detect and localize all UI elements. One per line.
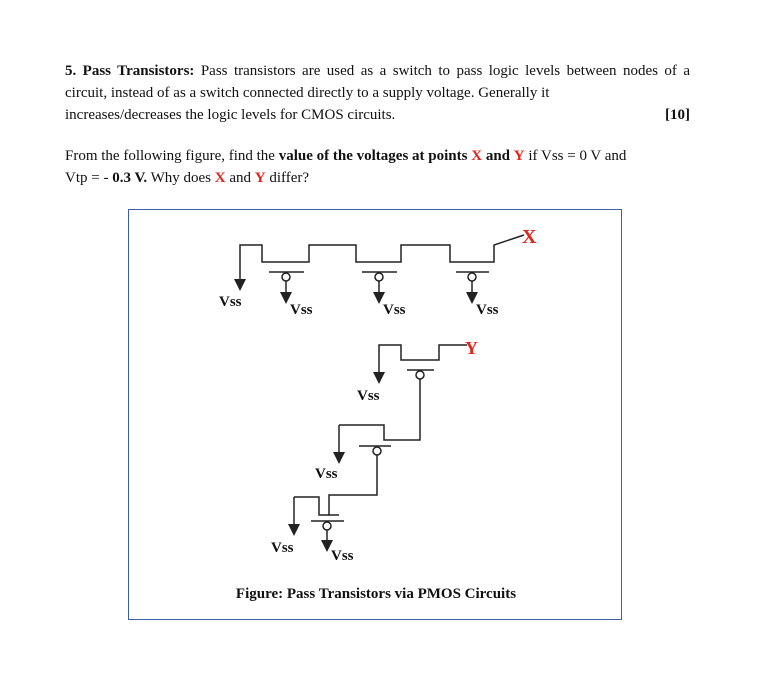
node-x-label: X xyxy=(522,226,537,248)
vss-label-1: Vss xyxy=(219,294,242,310)
task-text-8: differ? xyxy=(269,170,310,186)
question-intro-last-line xyxy=(65,104,690,126)
question-task xyxy=(65,145,690,189)
ladder-chain-wires xyxy=(294,345,467,546)
question-title: 5. Pass Transistors: xyxy=(65,63,195,79)
vss-label-4: Vss xyxy=(476,302,499,318)
pmos-circuit-diagram xyxy=(129,210,623,621)
task-text-7: and xyxy=(229,170,252,186)
vss-label-7: Vss xyxy=(271,540,294,556)
task-point-x-2: X xyxy=(214,170,226,186)
task-point-y: Y xyxy=(513,148,525,164)
top-chain-wires xyxy=(240,235,524,298)
task-point-y-2: Y xyxy=(254,170,266,186)
task-text-6: Why does xyxy=(150,170,211,186)
task-text-2: value of the voltages at points xyxy=(278,148,468,164)
task-text-1: From the following figure, find the xyxy=(65,148,275,164)
marks-label: [10] xyxy=(665,107,690,123)
task-text-4: Vtp = - xyxy=(65,170,109,186)
vss-label-8: Vss xyxy=(331,548,354,564)
vss-label-6: Vss xyxy=(315,466,338,482)
vss-label-5: Vss xyxy=(357,388,380,404)
vss-label-3: Vss xyxy=(383,302,406,318)
figure-frame xyxy=(128,209,622,620)
figure-caption: Figure: Pass Transistors via PMOS Circuits xyxy=(235,586,517,602)
question-intro-text: Pass transistors are used as a switch to pass logic levels between nodes of a circuit, instead of as a switch connected directly to a supply voltage. Generally it xyxy=(65,63,690,101)
task-text-5: 0.3 V. xyxy=(112,170,148,186)
task-point-x: X xyxy=(471,148,483,164)
task-and: and xyxy=(485,148,510,164)
question-intro xyxy=(65,60,690,126)
question-intro-last-text: increases/decreases the logic levels for CMOS circuits. xyxy=(65,107,396,123)
circuit-labels xyxy=(219,226,537,602)
task-text-3: if Vss = 0 V and xyxy=(528,148,627,164)
node-y-label: Y xyxy=(465,338,478,358)
vss-label-2: Vss xyxy=(290,302,313,318)
